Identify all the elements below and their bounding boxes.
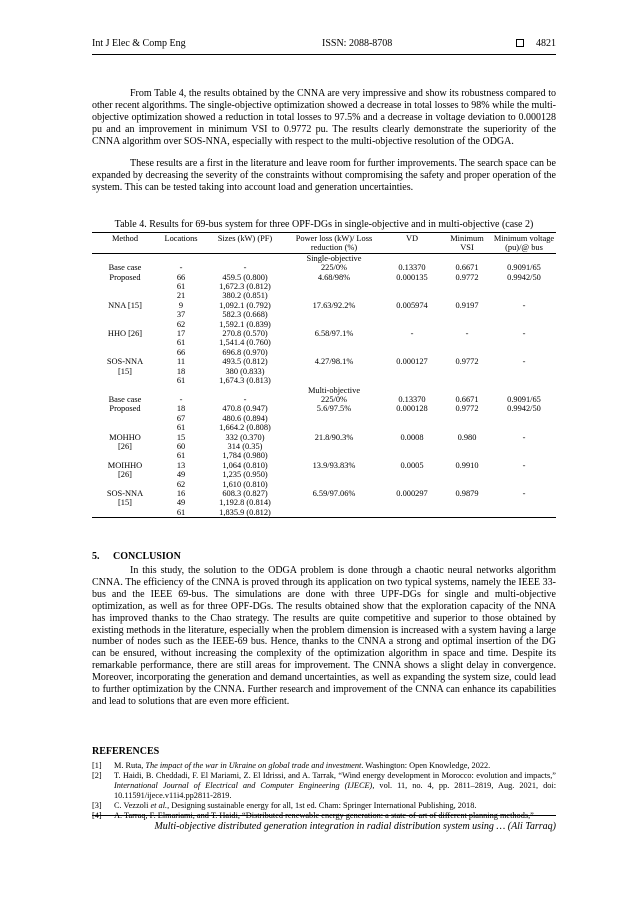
table-section-row: [92, 253, 556, 263]
table-cell: [286, 310, 382, 319]
table-cell: [492, 320, 556, 329]
table-cell: 0.0008: [400, 432, 424, 442]
table-cell: 21: [176, 291, 186, 301]
table-cell: [286, 348, 382, 357]
table-cell: [286, 508, 382, 518]
table-cell: 6.58/97.1%: [314, 329, 354, 339]
table-row: [92, 451, 556, 460]
conclusion-paragraph: In this study, the solution to the ODGA problem is done through a chaotic neural networks algorithm CNNA. The efficiency of the CNNA is proved through its application on two typical systems, namely the IEEE 33-bus and the IEEE 69-bus. The simulations are done with three UPF-DGs for single and multi-objective optimization, as well as for three OPF-DGs. The results obtained show that the exploration capacity of the NNA has improved thanks to the Chao strategy. The results are quite competitive and superior to those obtained by existing methods in the literature, especially when the problem dimension is increased with a system having a large number of nodes such as the IEEE-69 bus. Hence, thanks to the CNNA a strong and optimal insertion of the DG can be ensured, without increasing the complexity of the optimization algorithm in space and time. Despite its remarkable performance, there are still areas for improvement. The CNNA shows a slight delay in convergence. Moreover, incorporating the generation and demand uncertainties, as well as expanding the system size, could lead to further optimization by the CNNA. Further research and improvement of the CNNA can enhance its capabilities and lead to solutions that are even more efficient.: [92, 565, 556, 707]
table-cell: [492, 338, 556, 347]
table-cell: 60: [176, 441, 186, 451]
table-cell: [382, 451, 442, 460]
table-cell: [382, 498, 442, 507]
table-cell: [286, 498, 382, 507]
table-section-label: Single-objective: [306, 253, 362, 263]
table-cell: [492, 498, 556, 507]
table-cell: 225/0%: [320, 263, 348, 273]
table-cell: 1,835.9 (0.812): [219, 507, 271, 517]
table-cell: 66: [176, 347, 186, 357]
section-number: 5.: [92, 551, 100, 562]
running-header: [92, 38, 556, 52]
table-cell: [442, 423, 492, 432]
table-cell: [442, 414, 492, 423]
reference-number: [1]: [92, 761, 102, 770]
table-cell: [286, 451, 382, 460]
table-cell: [382, 338, 442, 347]
table-row: [92, 480, 556, 489]
table-cell: [492, 451, 556, 460]
table-cell: -: [243, 263, 247, 273]
table-row: [92, 367, 556, 376]
table-cell: [15]: [118, 366, 132, 376]
table-cell: [286, 367, 382, 376]
journal-name: Int J Elec & Comp Eng: [92, 38, 186, 49]
table-cell: [492, 470, 556, 479]
table-row: [92, 301, 556, 310]
table-cell: [15]: [118, 498, 132, 508]
table-cell: [492, 291, 556, 300]
table-row: [92, 338, 556, 347]
table-cell: [286, 320, 382, 329]
table-row: [92, 320, 556, 329]
table-cell: [92, 310, 158, 319]
reference-text: A. Tarraq, F. Elmariami, and T. Haidi, “Distributed renewable energy generation: a state-of-art of different planning methods,”: [114, 811, 534, 820]
table-cell: NNA [15]: [108, 300, 142, 310]
table-cell: 0.13370: [398, 263, 426, 273]
table-cell: [286, 414, 382, 423]
table-cell: 380.2 (0.851): [222, 291, 268, 301]
reference-italic: The impact of the war in Ukraine on global trade and investment: [145, 761, 362, 770]
table-cell: 0.9772: [455, 357, 479, 367]
table-cell: 314 (0.35): [227, 441, 263, 451]
reference-text: M. Ruta,: [114, 761, 146, 770]
table-cell: [92, 480, 158, 489]
table-cell: 61: [176, 338, 186, 348]
reference-item: [92, 761, 556, 771]
table-cell: [442, 348, 492, 357]
table-cell: -: [522, 357, 526, 367]
table-cell: [92, 320, 158, 329]
table-cell: [286, 291, 382, 300]
table-section-label: Multi-objective: [307, 385, 361, 395]
table-cell: 0.000135: [396, 272, 428, 282]
table-cell: [382, 282, 442, 291]
reference-text-end: . Washington: Open Knowledge, 2022.: [361, 761, 491, 770]
table-section-row: [92, 386, 556, 395]
table-caption: Table 4. Results for 69-bus system for three OPF-DGs in single-objective and in multi-objective (case 2): [114, 219, 534, 230]
table-cell: [492, 508, 556, 518]
table-row: [92, 404, 556, 413]
table-cell: [286, 442, 382, 451]
table-cell: [442, 480, 492, 489]
table-cell: 0.9091/65: [507, 394, 541, 404]
table-cell: 16: [176, 488, 186, 498]
table-cell: [442, 451, 492, 460]
table-cell: [492, 348, 556, 357]
table-cell: 1,664.2 (0.808): [219, 423, 271, 433]
table-cell: 13: [176, 460, 186, 470]
table-row: [92, 395, 556, 404]
footer-rule: [92, 815, 556, 816]
table-cell: 0.980: [457, 432, 477, 442]
table-cell: 0.9772: [455, 404, 479, 414]
table-cell: 1,541.4 (0.760): [219, 338, 271, 348]
table-cell: 4.68/98%: [317, 272, 351, 282]
table-cell: 270.8 (0.570): [222, 329, 268, 339]
reference-number: [4]: [92, 811, 102, 820]
table-cell: [442, 367, 492, 376]
table-cell: 61: [176, 451, 186, 461]
table-cell: 1,192.8 (0.814): [219, 498, 271, 508]
table-cell: [92, 282, 158, 291]
table-cell: [442, 338, 492, 347]
header-rule: [92, 54, 556, 55]
table-cell: [92, 291, 158, 300]
table-cell: 0.9910: [455, 460, 479, 470]
table-cell: 9: [178, 300, 184, 310]
table-cell: [286, 282, 382, 291]
table-cell: [382, 320, 442, 329]
reference-item: [92, 811, 556, 821]
table-row: [92, 282, 556, 291]
table-cell: 582.3 (0.668): [222, 310, 268, 320]
table-cell: [92, 508, 158, 518]
table-row: [92, 273, 556, 282]
table-cell: [492, 414, 556, 423]
header-sizes: Sizes (kW) (PF): [217, 234, 273, 243]
table-cell: 0.9197: [455, 300, 479, 310]
table-cell: [442, 376, 492, 385]
table-cell: [442, 310, 492, 319]
reference-text-end: , vol. 11, no. 4, pp. 2811–2819, Aug. 2021, doi: 10.11591/ijece.v11i4.pp2811-2819.: [114, 781, 556, 800]
table-cell: 15: [176, 432, 186, 442]
table-cell: [442, 498, 492, 507]
table-cell: Base case: [108, 263, 142, 273]
table-cell: [382, 442, 442, 451]
table-cell: [26]: [118, 441, 132, 451]
table-cell: [286, 376, 382, 385]
reference-italic: International Journal of Electrical and Computer Engineering (IJECE): [114, 781, 373, 790]
table-cell: 62: [176, 319, 186, 329]
references-list: [92, 761, 556, 821]
reference-italic: et al.: [150, 801, 168, 810]
table-cell: 1,674.3 (0.813): [219, 376, 271, 386]
table-cell: Base case: [108, 394, 142, 404]
table-cell: 62: [176, 479, 186, 489]
table-cell: -: [522, 460, 526, 470]
table-cell: 11: [176, 357, 186, 367]
table-cell: [382, 310, 442, 319]
table-row: [92, 263, 556, 272]
table-cell: [92, 376, 158, 385]
reference-text: C. Vezzoli: [114, 801, 151, 810]
table-cell: 608.3 (0.827): [222, 488, 268, 498]
table-cell: HHO [26]: [107, 329, 143, 339]
table-cell: [442, 320, 492, 329]
table-cell: [286, 470, 382, 479]
table-cell: 13.9/93.83%: [312, 460, 356, 470]
table-cell: 0.9942/50: [507, 404, 541, 414]
table-cell: [382, 480, 442, 489]
references-heading: REFERENCES: [92, 746, 160, 757]
table-cell: 1,092.1 (0.792): [219, 300, 271, 310]
table-cell: -: [522, 432, 526, 442]
table-row: [92, 376, 556, 385]
reference-item: [92, 801, 556, 811]
table-cell: [26]: [118, 470, 132, 480]
table-cell: 1,235 (0.950): [222, 470, 268, 480]
table-row: [92, 470, 556, 479]
table-cell: 61: [176, 423, 186, 433]
table-cell: 225/0%: [320, 394, 348, 404]
table-cell: [382, 291, 442, 300]
reference-text-end: , Designing sustainable energy for all, 1st ed. Cham: Springer International Publishing, 2018.: [167, 801, 477, 810]
table-cell: 5.6/97.5%: [316, 404, 352, 414]
table-row: [92, 423, 556, 432]
results-table: [92, 232, 556, 518]
table-row: [92, 291, 556, 300]
table-cell: [382, 376, 442, 385]
body-paragraph-2: These results are a first in the literature and leave room for further improvements. The search space can be expanded by decreasing the severity of the constraints without compromising the safety and proper operation of the system. This can be tested taking into account load and generation uncertainties.: [92, 158, 556, 193]
table-cell: 1,592.1 (0.839): [219, 319, 271, 329]
table-cell: -: [522, 488, 526, 498]
table-cell: Proposed: [109, 404, 141, 414]
table-cell: 21.8/90.3%: [314, 432, 354, 442]
table-cell: [492, 423, 556, 432]
table-cell: [492, 442, 556, 451]
table-cell: 61: [176, 507, 186, 517]
table-cell: -: [179, 263, 183, 273]
table-cell: 0.9942/50: [507, 272, 541, 282]
table-cell: 6.59/97.06%: [312, 488, 356, 498]
table-cell: 380 (0.833): [225, 366, 265, 376]
table-cell: -: [243, 394, 247, 404]
header-power-loss: Power loss (kW)/ Loss reduction (%): [295, 234, 373, 253]
header-method: Method: [111, 234, 139, 243]
table-cell: [442, 282, 492, 291]
table-cell: [492, 310, 556, 319]
table-cell: [286, 338, 382, 347]
table-cell: 493.5 (0.812): [222, 357, 268, 367]
table-cell: 0.6671: [455, 394, 479, 404]
table-cell: -: [179, 394, 183, 404]
table-cell: [382, 423, 442, 432]
table-cell: MOIHHO: [107, 460, 143, 470]
table-cell: 66: [176, 272, 186, 282]
table-body: [92, 253, 556, 517]
table-header-row: [92, 233, 556, 254]
table-cell: [442, 508, 492, 518]
reference-number: [2]: [92, 771, 102, 780]
reference-item: [92, 771, 556, 801]
header-locations: Locations: [164, 234, 198, 243]
table-cell: 0.9879: [455, 488, 479, 498]
header-min-voltage: Minimum voltage (pu)/@ bus: [493, 234, 555, 253]
table-cell: 0.000128: [396, 404, 428, 414]
table-cell: 0.9772: [455, 272, 479, 282]
table-cell: 1,672.3 (0.812): [219, 282, 271, 292]
table-cell: [92, 414, 158, 423]
table-row: [92, 414, 556, 423]
table-cell: [92, 348, 158, 357]
table-cell: 17: [176, 329, 186, 339]
table-cell: [442, 470, 492, 479]
table-cell: [286, 423, 382, 432]
table-cell: [492, 282, 556, 291]
table-cell: SOS-NNA: [106, 357, 144, 367]
table-cell: MOHHO: [109, 432, 141, 442]
table-cell: [382, 367, 442, 376]
header-vd: VD: [405, 234, 419, 243]
table-cell: 17.63/92.2%: [312, 300, 356, 310]
table-cell: 37: [176, 310, 186, 320]
table-cell: -: [410, 329, 414, 339]
table-cell: 0.9091/65: [507, 263, 541, 273]
section-heading: [92, 551, 181, 562]
table-cell: 0.13370: [398, 394, 426, 404]
table-cell: 470.8 (0.947): [222, 404, 268, 414]
section-title: CONCLUSION: [113, 551, 181, 562]
table-cell: [382, 348, 442, 357]
table-row: [92, 329, 556, 338]
table-cell: 696.8 (0.970): [222, 347, 268, 357]
table-cell: 61: [176, 282, 186, 292]
table-cell: 18: [176, 404, 186, 414]
reference-number: [3]: [92, 801, 102, 810]
journal-issn: ISSN: 2088-8708: [322, 38, 393, 49]
table-cell: [382, 470, 442, 479]
table-cell: 1,064 (0.810): [222, 460, 268, 470]
table-cell: 18: [176, 366, 186, 376]
table-cell: [286, 480, 382, 489]
table-cell: [442, 291, 492, 300]
table-cell: 61: [176, 376, 186, 386]
table-cell: 0.0005: [400, 460, 424, 470]
table-cell: [382, 508, 442, 518]
table-cell: [492, 376, 556, 385]
square-box-icon: [516, 39, 524, 47]
table-cell: [382, 414, 442, 423]
reference-text: T. Haidi, B. Cheddadi, F. El Mariami, Z. El Idrissi, and A. Tarrak, “Wind energy development in Morocco: evolution and impacts,”: [114, 771, 556, 780]
table-cell: 332 (0.370): [225, 432, 265, 442]
table-cell: [92, 423, 158, 432]
table-cell: -: [465, 329, 469, 339]
table-row: [92, 442, 556, 451]
table-cell: [492, 367, 556, 376]
table-cell: 67: [176, 413, 186, 423]
table-row: [92, 508, 556, 518]
table-row: [92, 310, 556, 319]
table-row: [92, 498, 556, 507]
table-cell: 0.000297: [396, 488, 428, 498]
table-row: [92, 357, 556, 366]
running-footer: Multi-objective distributed generation integration in radial distribution system using … (Ali Tarraq): [154, 821, 556, 832]
table-cell: 480.6 (0.894): [222, 413, 268, 423]
table-cell: [92, 338, 158, 347]
table-row: [92, 461, 556, 470]
table-cell: Proposed: [109, 272, 141, 282]
page-number: 4821: [536, 38, 556, 49]
table-cell: [442, 442, 492, 451]
page-number-group: [516, 38, 556, 49]
table-cell: 1,784 (0.980): [222, 451, 268, 461]
table-cell: 459.5 (0.800): [222, 272, 268, 282]
table-row: [92, 489, 556, 498]
table-cell: 0.000127: [396, 357, 428, 367]
table-cell: -: [522, 329, 526, 339]
table-cell: 4.27/98.1%: [314, 357, 354, 367]
table-cell: 49: [176, 470, 186, 480]
table-row: [92, 348, 556, 357]
body-paragraph-1: From Table 4, the results obtained by the CNNA are very impressive and show its robustness compared to other recent algorithms. The single-objective optimization showed a decrease in total losses to 98% while the multi-objective optimization showed a reduction in total losses to 97.5% and a decrease in voltage deviation to 0.000128 pu and an improvement in minimum VSI to 0.9772 pu. The results clearly demonstrate the superiority of the CNNA algorithm over SOS-NNA, especially with respect to the multi-objective resolution of the ODGA.: [92, 88, 556, 147]
table-cell: 0.005974: [396, 300, 428, 310]
table-cell: [92, 451, 158, 460]
table-cell: -: [522, 300, 526, 310]
table-cell: [492, 480, 556, 489]
table-cell: 49: [176, 498, 186, 508]
table-row: [92, 433, 556, 442]
table-cell: 0.6671: [455, 263, 479, 273]
table-cell: 1,610 (0.810): [222, 479, 268, 489]
header-min-vsi: Minimum VSI: [450, 234, 484, 253]
table-cell: SOS-NNA: [106, 488, 144, 498]
